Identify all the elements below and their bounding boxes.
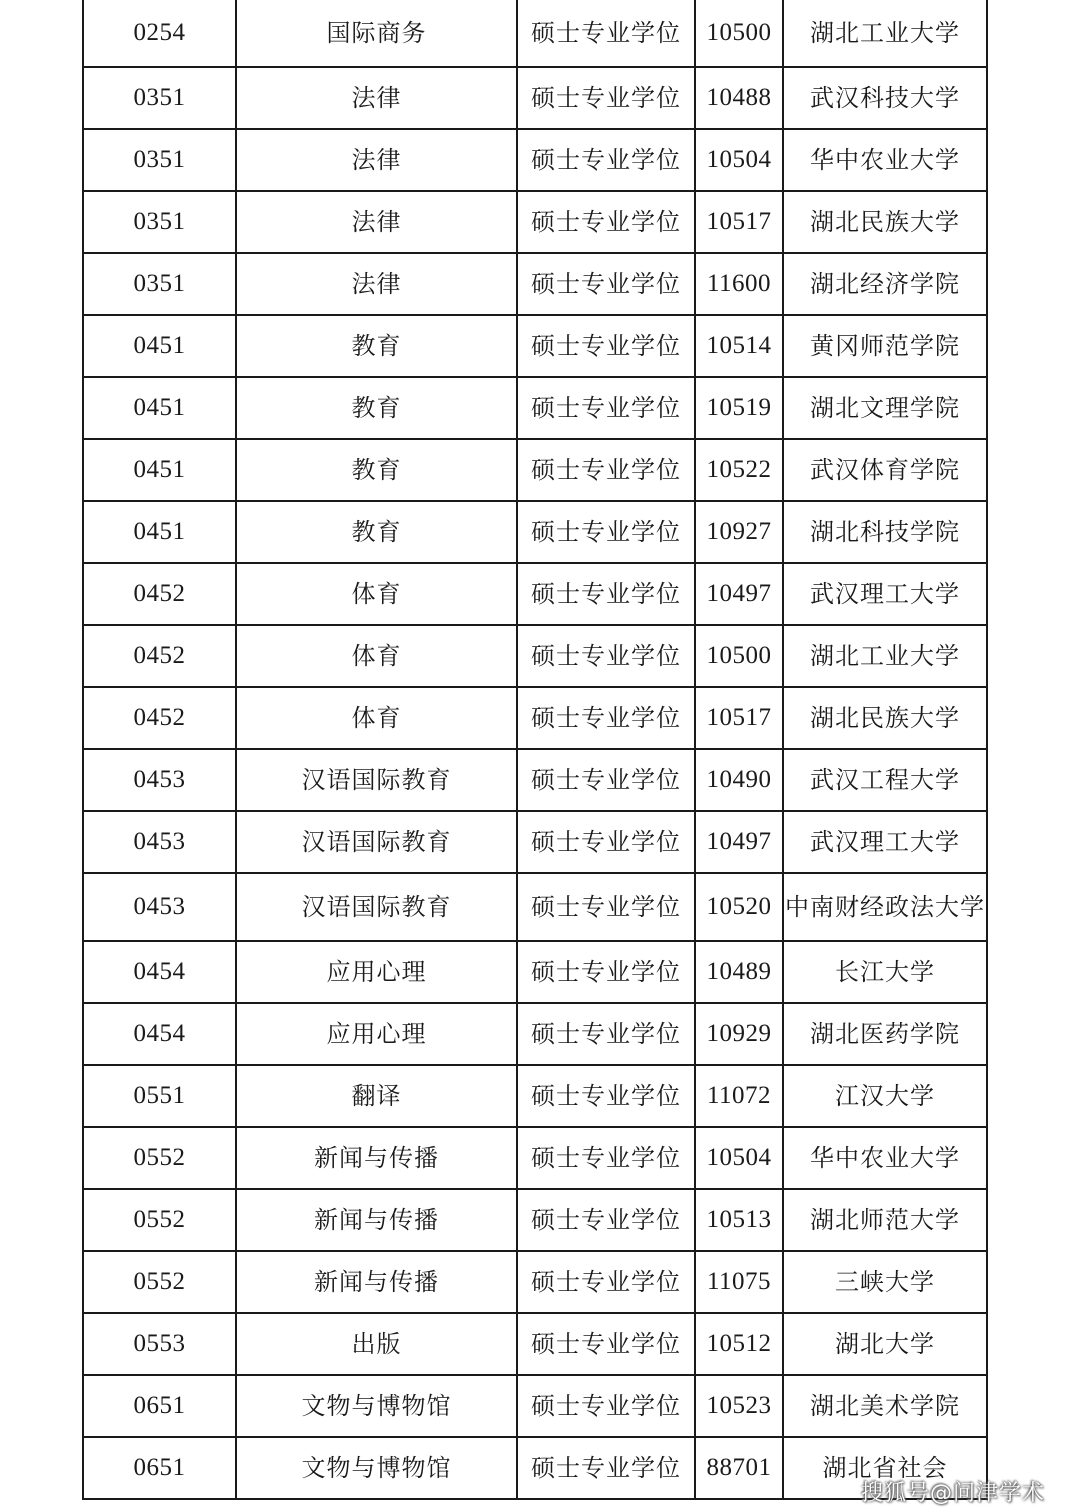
school-id-cell: 10522: [695, 439, 783, 501]
degree-type-cell: 硕士专业学位: [517, 1065, 695, 1127]
table-row: [83, 749, 987, 811]
table-row: [83, 67, 987, 129]
table-body: [83, 0, 987, 1499]
degree-type-cell: 硕士专业学位: [517, 1313, 695, 1375]
degree-type-cell: 硕士专业学位: [517, 439, 695, 501]
school-id-cell: 10497: [695, 563, 783, 625]
school-name-cell: 华中农业大学: [783, 1127, 987, 1189]
major-code-cell: 0351: [83, 191, 236, 253]
school-id-cell: 10497: [695, 811, 783, 873]
major-name-cell: 教育: [236, 439, 517, 501]
school-name-cell: 中南财经政法大学: [783, 873, 987, 941]
table-row: [83, 625, 987, 687]
table-row: [83, 873, 987, 941]
table-row: [83, 1189, 987, 1251]
school-id-cell: 10500: [695, 625, 783, 687]
major-code-cell: 0651: [83, 1375, 236, 1437]
major-name-cell: 文物与博物馆: [236, 1437, 517, 1499]
degree-program-table-container: [82, 0, 986, 1500]
major-code-cell: 0351: [83, 67, 236, 129]
major-name-cell: 法律: [236, 253, 517, 315]
school-name-cell: 湖北民族大学: [783, 687, 987, 749]
major-code-cell: 0552: [83, 1127, 236, 1189]
school-name-cell: 湖北美术学院: [783, 1375, 987, 1437]
major-code-cell: 0351: [83, 129, 236, 191]
major-name-cell: 出版: [236, 1313, 517, 1375]
degree-type-cell: 硕士专业学位: [517, 873, 695, 941]
major-code-cell: 0452: [83, 687, 236, 749]
school-name-cell: 湖北省社会: [783, 1437, 987, 1499]
watermark-text: 搜狐号@问津学术: [860, 1481, 1045, 1506]
school-name-cell: 湖北科技学院: [783, 501, 987, 563]
school-id-cell: 10513: [695, 1189, 783, 1251]
table-row: [83, 501, 987, 563]
table-row: [83, 1003, 987, 1065]
major-name-cell: 新闻与传播: [236, 1127, 517, 1189]
table-row: [83, 1375, 987, 1437]
school-id-cell: 11075: [695, 1251, 783, 1313]
table-row: [83, 377, 987, 439]
major-name-cell: 新闻与传播: [236, 1251, 517, 1313]
major-name-cell: 体育: [236, 563, 517, 625]
school-name-cell: 长江大学: [783, 941, 987, 1003]
major-name-cell: 文物与博物馆: [236, 1375, 517, 1437]
major-code-cell: 0452: [83, 625, 236, 687]
school-name-cell: 黄冈师范学院: [783, 315, 987, 377]
major-code-cell: 0453: [83, 749, 236, 811]
major-code-cell: 0454: [83, 941, 236, 1003]
school-id-cell: 11600: [695, 253, 783, 315]
degree-type-cell: 硕士专业学位: [517, 377, 695, 439]
major-code-cell: 0553: [83, 1313, 236, 1375]
table-row: [83, 0, 987, 67]
table-row: [83, 1065, 987, 1127]
major-name-cell: 国际商务: [236, 0, 517, 67]
major-code-cell: 0551: [83, 1065, 236, 1127]
degree-type-cell: 硕士专业学位: [517, 1189, 695, 1251]
major-code-cell: 0451: [83, 377, 236, 439]
table-row: [83, 687, 987, 749]
school-id-cell: 10523: [695, 1375, 783, 1437]
degree-type-cell: 硕士专业学位: [517, 563, 695, 625]
degree-type-cell: 硕士专业学位: [517, 1003, 695, 1065]
major-code-cell: 0454: [83, 1003, 236, 1065]
school-name-cell: 华中农业大学: [783, 129, 987, 191]
school-id-cell: 10929: [695, 1003, 783, 1065]
major-code-cell: 0453: [83, 873, 236, 941]
school-name-cell: 江汉大学: [783, 1065, 987, 1127]
major-code-cell: 0651: [83, 1437, 236, 1499]
major-name-cell: 法律: [236, 67, 517, 129]
major-name-cell: 汉语国际教育: [236, 811, 517, 873]
degree-type-cell: 硕士专业学位: [517, 1127, 695, 1189]
table-row: [83, 129, 987, 191]
school-id-cell: 88701: [695, 1437, 783, 1499]
degree-type-cell: 硕士专业学位: [517, 253, 695, 315]
school-id-cell: 10490: [695, 749, 783, 811]
major-name-cell: 应用心理: [236, 1003, 517, 1065]
major-code-cell: 0254: [83, 0, 236, 67]
school-name-cell: 三峡大学: [783, 1251, 987, 1313]
table-row: [83, 1313, 987, 1375]
school-name-cell: 湖北文理学院: [783, 377, 987, 439]
major-name-cell: 应用心理: [236, 941, 517, 1003]
major-code-cell: 0452: [83, 563, 236, 625]
school-name-cell: 湖北经济学院: [783, 253, 987, 315]
degree-type-cell: 硕士专业学位: [517, 1251, 695, 1313]
degree-type-cell: 硕士专业学位: [517, 1437, 695, 1499]
school-name-cell: 武汉工程大学: [783, 749, 987, 811]
school-name-cell: 湖北大学: [783, 1313, 987, 1375]
table-row: [83, 941, 987, 1003]
degree-type-cell: 硕士专业学位: [517, 67, 695, 129]
school-name-cell: 湖北工业大学: [783, 0, 987, 67]
table-row: [83, 563, 987, 625]
table-row: [83, 1251, 987, 1313]
school-id-cell: 10517: [695, 687, 783, 749]
major-name-cell: 汉语国际教育: [236, 749, 517, 811]
table-row: [83, 253, 987, 315]
major-name-cell: 教育: [236, 501, 517, 563]
degree-type-cell: 硕士专业学位: [517, 811, 695, 873]
school-id-cell: 10504: [695, 129, 783, 191]
degree-type-cell: 硕士专业学位: [517, 625, 695, 687]
school-id-cell: 10519: [695, 377, 783, 439]
major-code-cell: 0453: [83, 811, 236, 873]
school-name-cell: 武汉科技大学: [783, 67, 987, 129]
major-name-cell: 体育: [236, 625, 517, 687]
school-name-cell: 武汉体育学院: [783, 439, 987, 501]
school-id-cell: 10500: [695, 0, 783, 67]
table-row: [83, 1437, 987, 1499]
major-code-cell: 0552: [83, 1251, 236, 1313]
major-name-cell: 法律: [236, 129, 517, 191]
table-row: [83, 811, 987, 873]
major-name-cell: 法律: [236, 191, 517, 253]
major-code-cell: 0552: [83, 1189, 236, 1251]
major-name-cell: 体育: [236, 687, 517, 749]
table-row: [83, 1127, 987, 1189]
school-id-cell: 10520: [695, 873, 783, 941]
school-id-cell: 10514: [695, 315, 783, 377]
degree-type-cell: 硕士专业学位: [517, 315, 695, 377]
table-row: [83, 315, 987, 377]
major-code-cell: 0451: [83, 501, 236, 563]
major-name-cell: 教育: [236, 377, 517, 439]
school-id-cell: 10512: [695, 1313, 783, 1375]
table-row: [83, 439, 987, 501]
school-id-cell: 10488: [695, 67, 783, 129]
degree-type-cell: 硕士专业学位: [517, 501, 695, 563]
table-row: [83, 191, 987, 253]
major-code-cell: 0451: [83, 315, 236, 377]
school-name-cell: 湖北师范大学: [783, 1189, 987, 1251]
major-code-cell: 0451: [83, 439, 236, 501]
degree-type-cell: 硕士专业学位: [517, 129, 695, 191]
school-name-cell: 武汉理工大学: [783, 563, 987, 625]
school-id-cell: 10927: [695, 501, 783, 563]
school-id-cell: 10489: [695, 941, 783, 1003]
school-id-cell: 11072: [695, 1065, 783, 1127]
degree-type-cell: 硕士专业学位: [517, 0, 695, 67]
degree-type-cell: 硕士专业学位: [517, 1375, 695, 1437]
degree-type-cell: 硕士专业学位: [517, 191, 695, 253]
major-name-cell: 教育: [236, 315, 517, 377]
school-name-cell: 武汉理工大学: [783, 811, 987, 873]
major-code-cell: 0351: [83, 253, 236, 315]
degree-type-cell: 硕士专业学位: [517, 687, 695, 749]
school-name-cell: 湖北民族大学: [783, 191, 987, 253]
degree-program-table: [82, 0, 988, 1500]
major-name-cell: 汉语国际教育: [236, 873, 517, 941]
major-name-cell: 新闻与传播: [236, 1189, 517, 1251]
degree-type-cell: 硕士专业学位: [517, 941, 695, 1003]
major-name-cell: 翻译: [236, 1065, 517, 1127]
school-id-cell: 10517: [695, 191, 783, 253]
school-id-cell: 10504: [695, 1127, 783, 1189]
school-name-cell: 湖北工业大学: [783, 625, 987, 687]
school-name-cell: 湖北医药学院: [783, 1003, 987, 1065]
degree-type-cell: 硕士专业学位: [517, 749, 695, 811]
